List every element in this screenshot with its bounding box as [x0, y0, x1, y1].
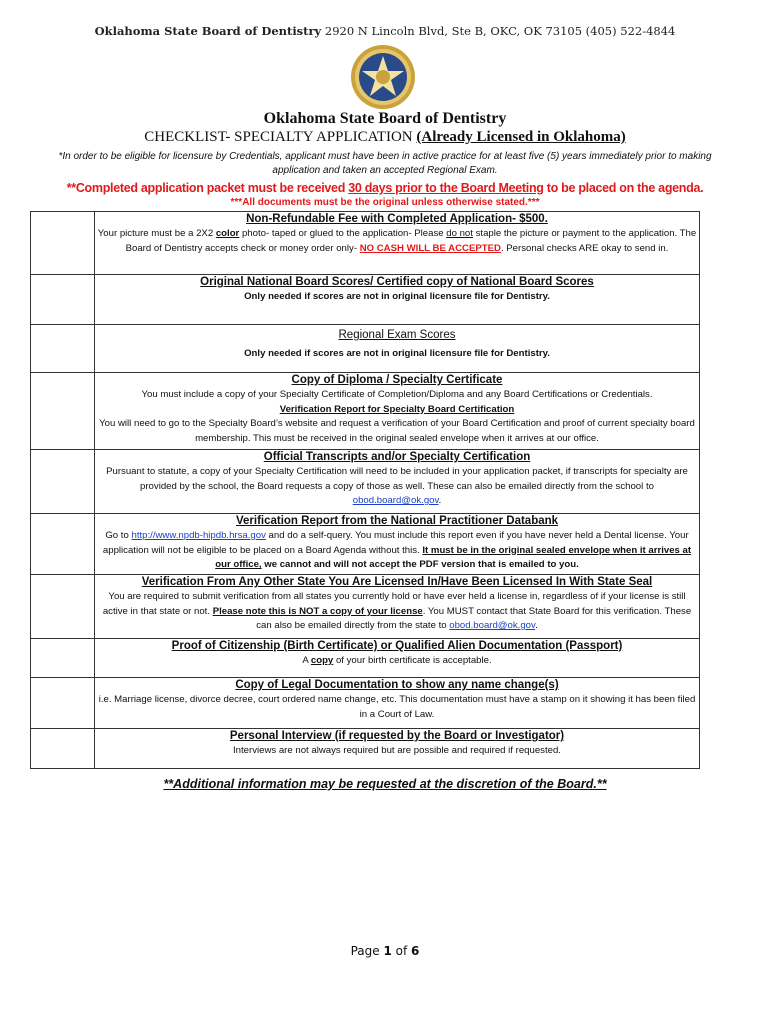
original-documents-note: ***All documents must be the original unless otherwise stated.***: [230, 197, 540, 208]
npdb-pdf-note: we cannot and will not accept the PDF version that is emailed to you.: [261, 559, 579, 570]
checkbox-regional[interactable]: [31, 325, 95, 373]
checkbox-legal[interactable]: [31, 678, 95, 729]
national-text: Only needed if scores are not in original licensure file for Dentistry.: [244, 291, 550, 302]
fee-text-3: photo- taped or glued to the application- Please: [239, 228, 447, 239]
page-total: 6: [411, 944, 420, 958]
checklist-row-fee: [31, 212, 700, 275]
states-email-link[interactable]: obod.board@ok.gov: [449, 620, 536, 631]
interview-heading: Personal Interview (if requested by the Board or Investigator): [229, 730, 565, 742]
page-subtitle: [0, 129, 770, 146]
fee-text-1: Your picture must be a 2X2: [97, 228, 216, 239]
subtitle-emphasis: (Already Licensed in Oklahoma): [416, 129, 626, 145]
deadline-note: [0, 181, 770, 195]
fee-heading: Non-Refundable Fee with Completed Application- $500.: [246, 213, 548, 225]
subtitle-prefix: CHECKLIST- SPECIALTY APPLICATION: [144, 129, 417, 145]
page-title: Oklahoma State Board of Dentistry: [263, 110, 507, 127]
states-end: .: [535, 620, 538, 631]
states-heading: Verification From Any Other State You Are Licensed In/Have Been Licensed In With State Seal: [141, 576, 653, 588]
item-fee: [95, 212, 700, 275]
checkbox-citizenship[interactable]: [31, 639, 95, 678]
transcripts-end: .: [438, 495, 442, 506]
diploma-subheading: Verification Report for Specialty Board Certification: [279, 403, 515, 415]
transcripts-heading: Official Transcripts and/or Specialty Certification: [263, 451, 531, 463]
legal-heading: Copy of Legal Documentation to show any name change(s): [235, 679, 559, 691]
deadline-a: **Completed application packet must be received: [66, 181, 349, 195]
fee-text-5: staple the picture or payment to the application. The Board of Dentistry accepts check or money order only-: [125, 228, 697, 254]
item-npdb: [95, 514, 700, 575]
citizenship-text-1: A: [302, 655, 311, 666]
item-citizenship: [95, 639, 700, 678]
states-text-1: You are required to submit verification from all states you currently hold or have ever held a license in, regardless of if your license is still active in that state or not.: [102, 591, 686, 617]
checklist-table: [30, 211, 700, 769]
states-text-3: . You MUST contact that State Board for this verification. These can also be emailed directly from the state to: [256, 605, 692, 631]
checkbox-diploma[interactable]: [31, 373, 95, 450]
checklist-row-regional: [31, 325, 700, 373]
page-number: [0, 944, 770, 958]
legal-text: i.e. Marriage license, divorce decree, court ordered name change, etc. This documentation must have a stamp on it showing it has been filed in a Court of Law.: [98, 694, 696, 720]
regional-text: Only needed if scores are not in original licensure file for Dentistry.: [244, 348, 550, 359]
fee-color: color: [215, 228, 240, 239]
diploma-text-1: You must include a copy of your Specialty Certificate of Completion/Diploma and any Board Certifications or Credentials.: [141, 389, 653, 400]
transcripts-text: Pursuant to statute, a copy of your Specialty Certification will need to be included in your application packet, if transcripts for specialty are provided by the school, the Board requests a copy of those as well. These can also be emailed directly from the school to: [106, 466, 688, 492]
diploma-text-2: You will need to go to the Specialty Board’s website and request a verification of your Board Certification and proof of current specialty board membership. This must be received in the original sealed envelope when it arrives at our office.: [99, 418, 695, 444]
interview-text: Interviews are not always required but are possible and required if requested.: [233, 745, 561, 756]
item-legal: [95, 678, 700, 729]
regional-heading: Regional Exam Scores: [338, 329, 456, 341]
states-not-copy: Please note this is NOT a copy of your license: [212, 605, 423, 617]
letterhead-org: Oklahoma State Board of Dentistry: [94, 24, 322, 38]
checklist-row-npdb: [31, 514, 700, 575]
npdb-text-2: and do a self-query. You must include this report even if you have never held a Dental license. Your application will not be eligible to be placed on a Board Agenda without this.: [102, 530, 689, 556]
checkbox-transcripts[interactable]: [31, 450, 95, 514]
checklist-row-diploma: [31, 373, 700, 450]
checkbox-national[interactable]: [31, 275, 95, 325]
checkbox-npdb[interactable]: [31, 514, 95, 575]
page-current: 1: [383, 944, 392, 958]
item-diploma: [95, 373, 700, 450]
national-heading: Original National Board Scores/ Certified copy of National Board Scores: [200, 276, 594, 288]
letterhead-address: 2920 N Lincoln Blvd, Ste B, OKC, OK 73105 (405) 522-4844: [324, 24, 676, 38]
fee-do-not: do not: [446, 228, 473, 239]
fee-no-cash: NO CASH WILL BE ACCEPTED: [359, 242, 501, 254]
item-transcripts: [95, 450, 700, 514]
checklist-row-interview: [31, 729, 700, 769]
npdb-url-link[interactable]: http://www.npdb-hipdb.hrsa.gov: [131, 530, 266, 541]
checklist-row-national: [31, 275, 700, 325]
item-interview: [95, 729, 700, 769]
state-seal-icon: [350, 44, 416, 110]
diploma-heading: Copy of Diploma / Specialty Certificate: [291, 374, 503, 386]
item-national: [95, 275, 700, 325]
checkbox-interview[interactable]: [31, 729, 95, 769]
letterhead: [0, 24, 770, 38]
checklist-row-legal: [31, 678, 700, 729]
checklist-row-transcripts: [31, 450, 700, 514]
page-label: Page: [350, 944, 384, 958]
checklist-row-states: [31, 575, 700, 639]
npdb-sealed-note: It must be in the original sealed envelope when it arrives at our office,: [215, 544, 692, 570]
deadline-b: 30 days prior to the Board Meeting: [348, 181, 544, 195]
page-of: of: [391, 944, 412, 958]
npdb-heading: Verification Report from the National Practitioner Databank: [235, 515, 559, 527]
checkbox-fee[interactable]: [31, 212, 95, 275]
item-states: [95, 575, 700, 639]
item-regional: [95, 325, 700, 373]
additional-info-note: **Additional information may be requested at the discretion of the Board.**: [163, 777, 607, 791]
citizenship-copy: copy: [310, 655, 334, 666]
eligibility-note: *In order to be eligible for licensure by Credentials, applicant must have been in active practice for at least five (5) years immediately prior to making application and taken an accepted Regional Exam.: [58, 151, 712, 176]
citizenship-text-3: of your birth certificate is acceptable.: [333, 655, 492, 666]
checklist-row-citizenship: [31, 639, 700, 678]
citizenship-heading: Proof of Citizenship (Birth Certificate) or Qualified Alien Documentation (Passport): [171, 640, 623, 652]
transcripts-email-link[interactable]: obod.board@ok.gov: [352, 495, 439, 506]
npdb-text-1: Go to: [105, 530, 132, 541]
checkbox-states[interactable]: [31, 575, 95, 639]
fee-text-7: . Personal checks ARE okay to send in.: [500, 242, 669, 254]
deadline-c: to be placed on the agenda.: [543, 181, 704, 195]
